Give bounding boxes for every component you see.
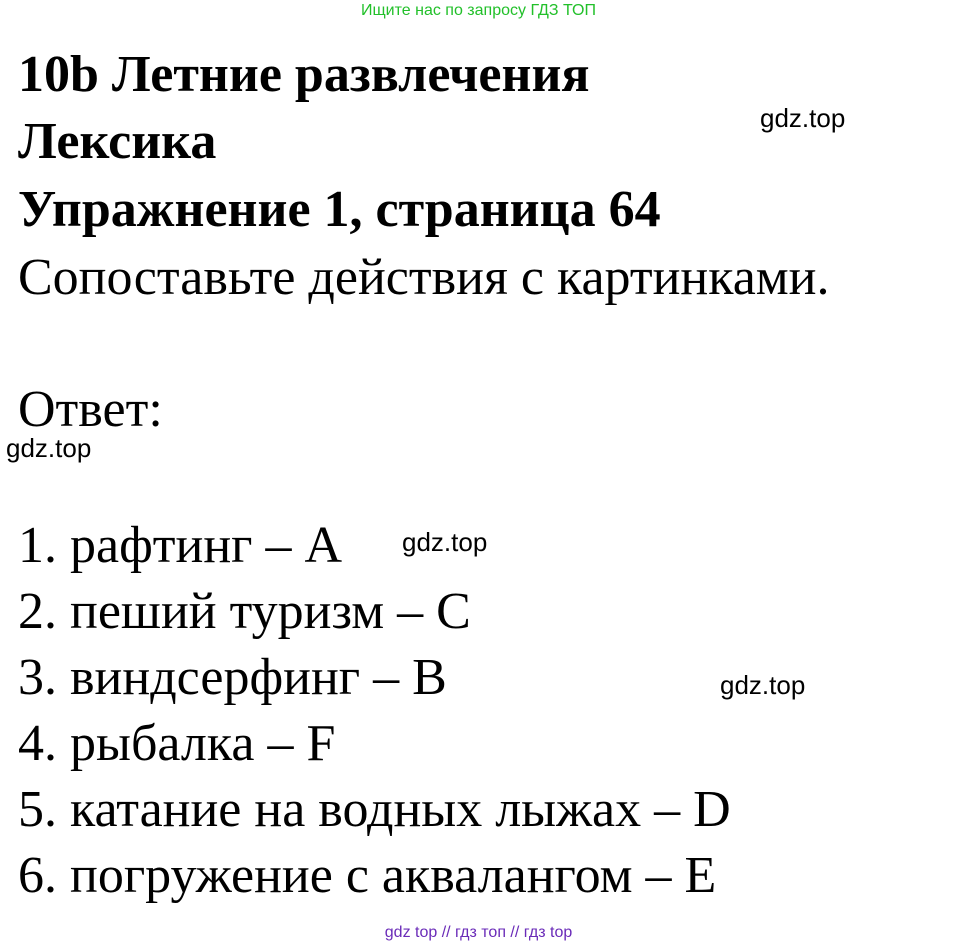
answer-item: 2. пеший туризм – C — [18, 583, 471, 640]
watermark: gdz.top — [402, 527, 488, 557]
answer-item: 4. рыбалка – F — [18, 715, 336, 772]
watermark: gdz.top — [720, 670, 806, 700]
instruction-text: Сопоставьте действия с картинками. — [18, 249, 830, 306]
answer-label: Ответ: — [18, 381, 163, 438]
watermark: gdz.top — [760, 103, 846, 133]
exercise-heading: Упражнение 1, страница 64 — [18, 181, 661, 238]
section-heading: Лексика — [18, 113, 217, 170]
answer-list — [18, 513, 731, 909]
answer-item: 1. рафтинг – A — [18, 517, 343, 574]
watermark: gdz.top — [6, 433, 92, 463]
answer-item: 3. виндсерфинг – B — [18, 649, 447, 706]
answer-item: 6. погружение с аквалангом – E — [18, 847, 717, 904]
footer-text: gdz top // гдз топ // гдз top — [384, 924, 573, 941]
top-banner-text: Ищите нас по запросу ГДЗ ТОП — [361, 2, 596, 19]
answer-item: 5. катание на водных лыжах – D — [18, 781, 731, 838]
page-title: 10b Летние развлечения — [18, 46, 590, 103]
